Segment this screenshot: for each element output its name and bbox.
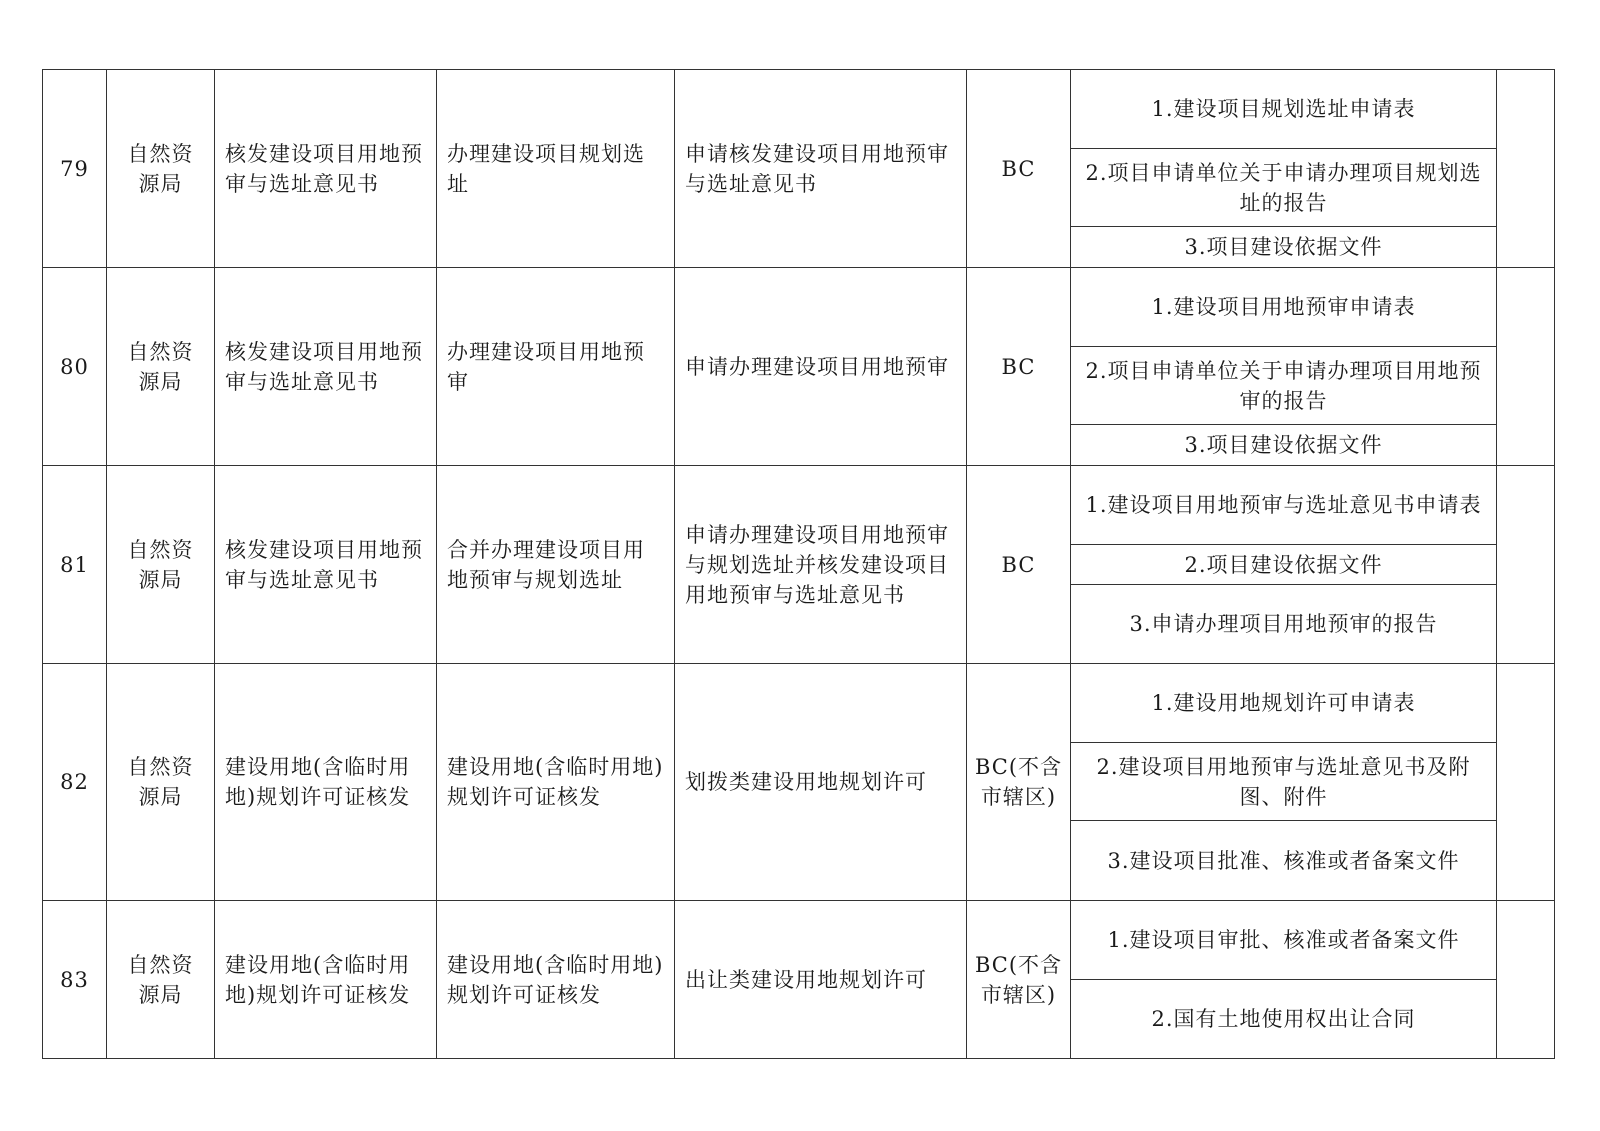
material-item: 1.建设项目用地预审与选址意见书申请表	[1071, 466, 1496, 545]
materials-list	[1071, 664, 1496, 900]
material-item: 1.建设项目规划选址申请表	[1071, 70, 1496, 149]
level-cell: BC	[967, 268, 1071, 466]
material-item: 3.申请办理项目用地预审的报告	[1129, 612, 1438, 636]
material-item: 1.建设项目用地预审申请表	[1071, 268, 1496, 347]
row-number: 79	[43, 70, 107, 268]
row-number: 82	[43, 664, 107, 901]
department-cell: 自然资 源局	[107, 466, 215, 664]
item-name-cell: 建设用地(含临时用地)规划许可证核发	[215, 901, 437, 1059]
material-item: 2.建设项目用地预审与选址意见书及附图、附件	[1071, 743, 1496, 821]
materials-list	[1071, 268, 1496, 465]
department-cell: 自然资 源局	[107, 901, 215, 1059]
situation-cell: 出让类建设用地规划许可	[675, 901, 967, 1059]
materials-cell	[1071, 901, 1497, 1059]
material-item: 1.建设用地规划许可申请表	[1071, 664, 1496, 743]
materials-list	[1071, 466, 1496, 663]
material-item: 1.建设项目审批、核准或者备案文件	[1071, 901, 1496, 980]
material-item: 2.项目建设依据文件	[1071, 545, 1496, 585]
table-row	[43, 70, 1555, 268]
row-number: 81	[43, 466, 107, 664]
sub-item-cell: 建设用地(含临时用地)规划许可证核发	[437, 901, 675, 1059]
level-cell: BC	[967, 70, 1071, 268]
item-name-cell: 核发建设项目用地预审与选址意见书	[215, 466, 437, 664]
remarks-cell	[1497, 268, 1555, 466]
table-row	[43, 466, 1555, 664]
table-row	[43, 664, 1555, 901]
items-table	[42, 69, 1555, 1059]
remarks-cell	[1497, 664, 1555, 901]
materials-cell	[1071, 664, 1497, 901]
table-body	[43, 70, 1555, 1059]
material-item: 3.项目建设依据文件	[1184, 433, 1383, 457]
level-cell: BC(不含市辖区)	[967, 901, 1071, 1059]
row-number: 80	[43, 268, 107, 466]
department-cell: 自然资 源局	[107, 664, 215, 901]
item-name-cell: 核发建设项目用地预审与选址意见书	[215, 268, 437, 466]
remarks-cell	[1497, 901, 1555, 1059]
materials-list	[1071, 70, 1496, 267]
level-cell: BC(不含市辖区)	[967, 664, 1071, 901]
remarks-cell	[1497, 70, 1555, 268]
department-cell: 自然资 源局	[107, 268, 215, 466]
situation-cell: 划拨类建设用地规划许可	[675, 664, 967, 901]
materials-cell	[1071, 466, 1497, 664]
level-cell: BC	[967, 466, 1071, 664]
material-item: 3.建设项目批准、核准或者备案文件	[1107, 848, 1460, 873]
sub-item-cell: 办理建设项目规划选址	[437, 70, 675, 268]
sub-item-cell: 办理建设项目用地预审	[437, 268, 675, 466]
table-row	[43, 268, 1555, 466]
item-name-cell: 建设用地(含临时用地)规划许可证核发	[215, 664, 437, 901]
material-item: 2.国有土地使用权出让合同	[1151, 1007, 1416, 1031]
materials-list	[1071, 901, 1496, 1058]
material-item: 2.项目申请单位关于申请办理项目规划选址的报告	[1071, 149, 1496, 227]
material-item: 3.项目建设依据文件	[1184, 235, 1383, 259]
department-cell: 自然资 源局	[107, 70, 215, 268]
material-item: 2.项目申请单位关于申请办理项目用地预审的报告	[1071, 347, 1496, 425]
situation-cell: 申请办理建设项目用地预审	[675, 268, 967, 466]
materials-cell	[1071, 268, 1497, 466]
remarks-cell	[1497, 466, 1555, 664]
item-name-cell: 核发建设项目用地预审与选址意见书	[215, 70, 437, 268]
sub-item-cell: 建设用地(含临时用地)规划许可证核发	[437, 664, 675, 901]
row-number: 83	[43, 901, 107, 1059]
table-row	[43, 901, 1555, 1059]
situation-cell: 申请办理建设项目用地预审与规划选址并核发建设项目用地预审与选址意见书	[675, 466, 967, 664]
situation-cell: 申请核发建设项目用地预审与选址意见书	[675, 70, 967, 268]
sub-item-cell: 合并办理建设项目用地预审与规划选址	[437, 466, 675, 664]
materials-cell	[1071, 70, 1497, 268]
